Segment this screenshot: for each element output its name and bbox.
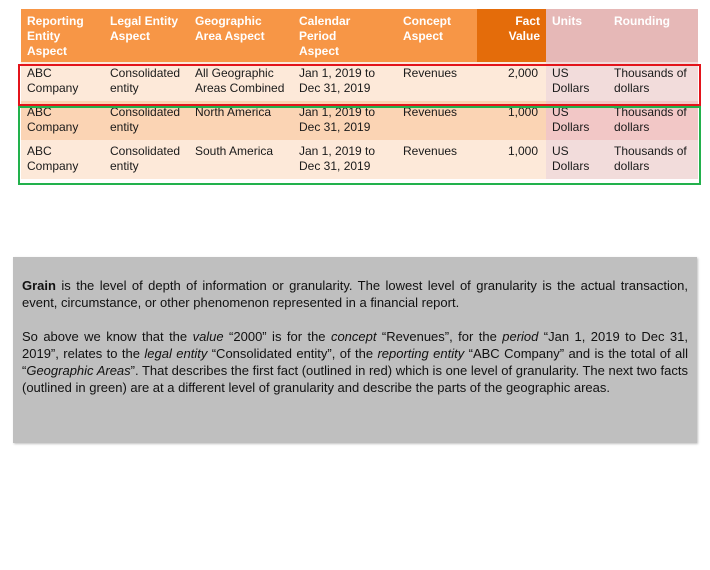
text-run: period (502, 329, 539, 344)
cell-legal-entity: Consolidated entity (104, 140, 189, 179)
cell-units: US Dollars (546, 62, 608, 101)
header-rounding: Rounding (608, 9, 698, 62)
header-legal-entity: Legal Entity Aspect (104, 9, 189, 62)
cell-geographic-area: North America (189, 101, 293, 140)
cell-legal-entity: Consolidated entity (104, 62, 189, 101)
cell-geographic-area: South America (189, 140, 293, 179)
text-run: “ABC Company” and is the total of all “ (22, 346, 688, 378)
grain-definition-paragraph (22, 277, 688, 311)
cell-fact-value: 2,000 (477, 62, 546, 101)
cell-calendar-period: Jan 1, 2019 to Dec 31, 2019 (293, 62, 397, 101)
cell-reporting-entity: ABC Company (21, 101, 104, 140)
header-units: Units (546, 9, 608, 62)
cell-reporting-entity: ABC Company (21, 62, 104, 101)
cell-concept: Revenues (397, 101, 477, 140)
text-run: “Consolidated entity”, of the (207, 346, 378, 361)
header-geographic-area: Geographic Area Aspect (189, 9, 293, 62)
text-run: So above we know that the (22, 329, 193, 344)
grain-example-paragraph (22, 328, 688, 396)
cell-fact-value: 1,000 (477, 140, 546, 179)
cell-geographic-area: All Geographic Areas Combined (189, 62, 293, 101)
text-run: “2000” is for the (223, 329, 331, 344)
cell-fact-value: 1,000 (477, 101, 546, 140)
grain-explanation-box (13, 257, 697, 443)
text-run: legal entity (144, 346, 208, 361)
cell-concept: Revenues (397, 140, 477, 179)
text-run: “Revenues”, for the (376, 329, 503, 344)
text-run: is the level of depth of information or granularity. The lowest level of granularity is the actual transaction, event, circumstance, or other phenomenon represented in a financial report. (22, 278, 688, 310)
text-run: reporting entity (377, 346, 465, 361)
cell-units: US Dollars (546, 140, 608, 179)
text-run: ”. That describes the first fact (outlined in red) which is one level of granularity. The next two facts (outlined in green) are at a different level of granularity and describe the parts of the geographic areas. (22, 363, 688, 395)
text-run: Geographic Areas (26, 363, 131, 378)
table-row (21, 62, 698, 101)
header-calendar-period: Calendar Period Aspect (293, 9, 397, 62)
cell-concept: Revenues (397, 62, 477, 101)
table-row (21, 140, 698, 179)
cell-calendar-period: Jan 1, 2019 to Dec 31, 2019 (293, 101, 397, 140)
cell-units: US Dollars (546, 101, 608, 140)
text-run: “Jan 1, 2019 to Dec 31, 2019”, relates to the (22, 329, 688, 361)
header-reporting-entity: Reporting Entity Aspect (21, 9, 104, 62)
text-run: concept (330, 329, 377, 344)
cell-legal-entity: Consolidated entity (104, 101, 189, 140)
cell-rounding: Thousands of dollars (608, 101, 698, 140)
text-run: value (192, 329, 224, 344)
header-fact-value: Fact Value (477, 9, 546, 62)
table-row (21, 101, 698, 140)
cell-reporting-entity: ABC Company (21, 140, 104, 179)
header-row (21, 9, 698, 62)
facts-table (21, 9, 698, 179)
header-concept: Concept Aspect (397, 9, 477, 62)
cell-calendar-period: Jan 1, 2019 to Dec 31, 2019 (293, 140, 397, 179)
cell-rounding: Thousands of dollars (608, 62, 698, 101)
text-run: Grain (22, 278, 56, 293)
cell-rounding: Thousands of dollars (608, 140, 698, 179)
